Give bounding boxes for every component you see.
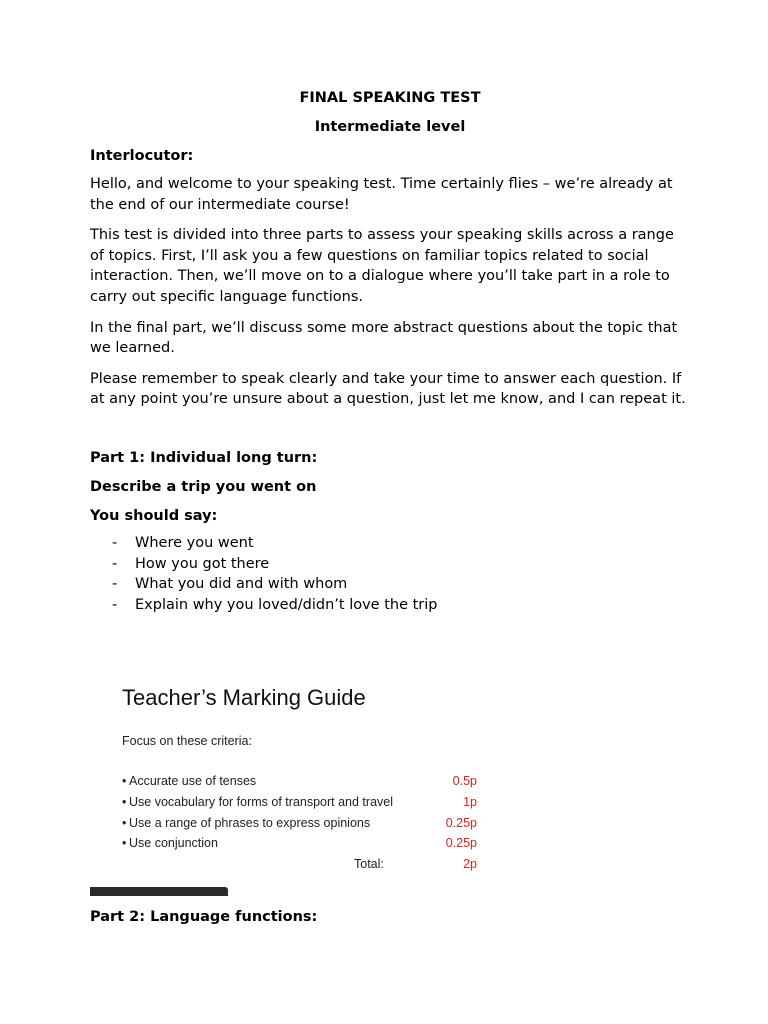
list-item: - Explain why you loved/didn’t love the trip	[90, 595, 690, 616]
dash-marker: -	[112, 576, 118, 593]
level-subtitle: Intermediate level	[314, 119, 466, 135]
image-crop-bar	[90, 887, 228, 896]
bullet-marker: •	[122, 816, 127, 830]
part1-heading: Part 1: Individual long turn:	[90, 449, 318, 466]
intro-paragraph-1: Hello, and welcome to your speaking test. Time certainly flies – we’re already at the end of our intermediate course!	[90, 176, 673, 213]
criterion-score: 0.25p	[445, 816, 477, 830]
part1-task: Describe a trip you went on	[90, 478, 317, 495]
interlocutor-label: Interlocutor:	[90, 148, 194, 164]
part2-heading: Part 2: Language functions:	[90, 909, 318, 925]
intro-paragraph-3: In the final part, we’ll discuss some more abstract questions about the topic that we learned.	[90, 319, 678, 357]
criterion-label: Use a range of phrases to express opinions	[129, 816, 371, 830]
document-body	[90, 90, 690, 615]
dash-marker: -	[112, 555, 118, 572]
criterion-label: Accurate use of tenses	[129, 774, 257, 788]
bullet-marker: •	[122, 774, 127, 788]
criterion-label: Use conjunction	[129, 836, 218, 850]
criterion-row	[122, 836, 477, 854]
criterion-score: 1p	[463, 795, 477, 809]
part1-points-list	[90, 533, 690, 615]
marking-guide-panel	[105, 672, 525, 890]
intro-paragraph-4: Please remember to speak clearly and take your time to answer each question. If at any point you’re unsure about a question, just let me know, and I can repeat it.	[90, 370, 686, 408]
intro-paragraph-2: This test is divided into three parts to assess your speaking skills across a range of topics. First, I’ll ask you a few questions on familiar topics related to social interaction. Then, we’ll move on to a dialogue where you’ll take part in a role to carry out specific language functions.	[90, 227, 674, 305]
criterion-score: 0.25p	[445, 836, 477, 850]
criterion-row	[122, 774, 477, 792]
list-item: - Where you went	[90, 533, 690, 554]
bullet-marker: •	[122, 795, 127, 809]
dash-marker: -	[112, 596, 118, 613]
criterion-label: Use vocabulary for forms of transport and travel	[129, 795, 394, 809]
bullet-marker: •	[122, 836, 127, 850]
total-label: Total:	[354, 857, 384, 871]
marking-guide-subtitle: Focus on these criteria:	[122, 734, 252, 748]
dash-marker: -	[112, 534, 118, 551]
total-value: 2p	[463, 857, 477, 871]
test-title: FINAL SPEAKING TEST	[299, 90, 481, 106]
criterion-row	[122, 795, 477, 813]
list-item: - How you got there	[90, 554, 690, 575]
marking-guide-title: Teacher’s Marking Guide	[122, 685, 366, 710]
criterion-score: 0.5p	[452, 774, 477, 788]
part1-prompt: You should say:	[90, 507, 218, 524]
list-item: - What you did and with whom	[90, 574, 690, 595]
criterion-row	[122, 816, 477, 834]
